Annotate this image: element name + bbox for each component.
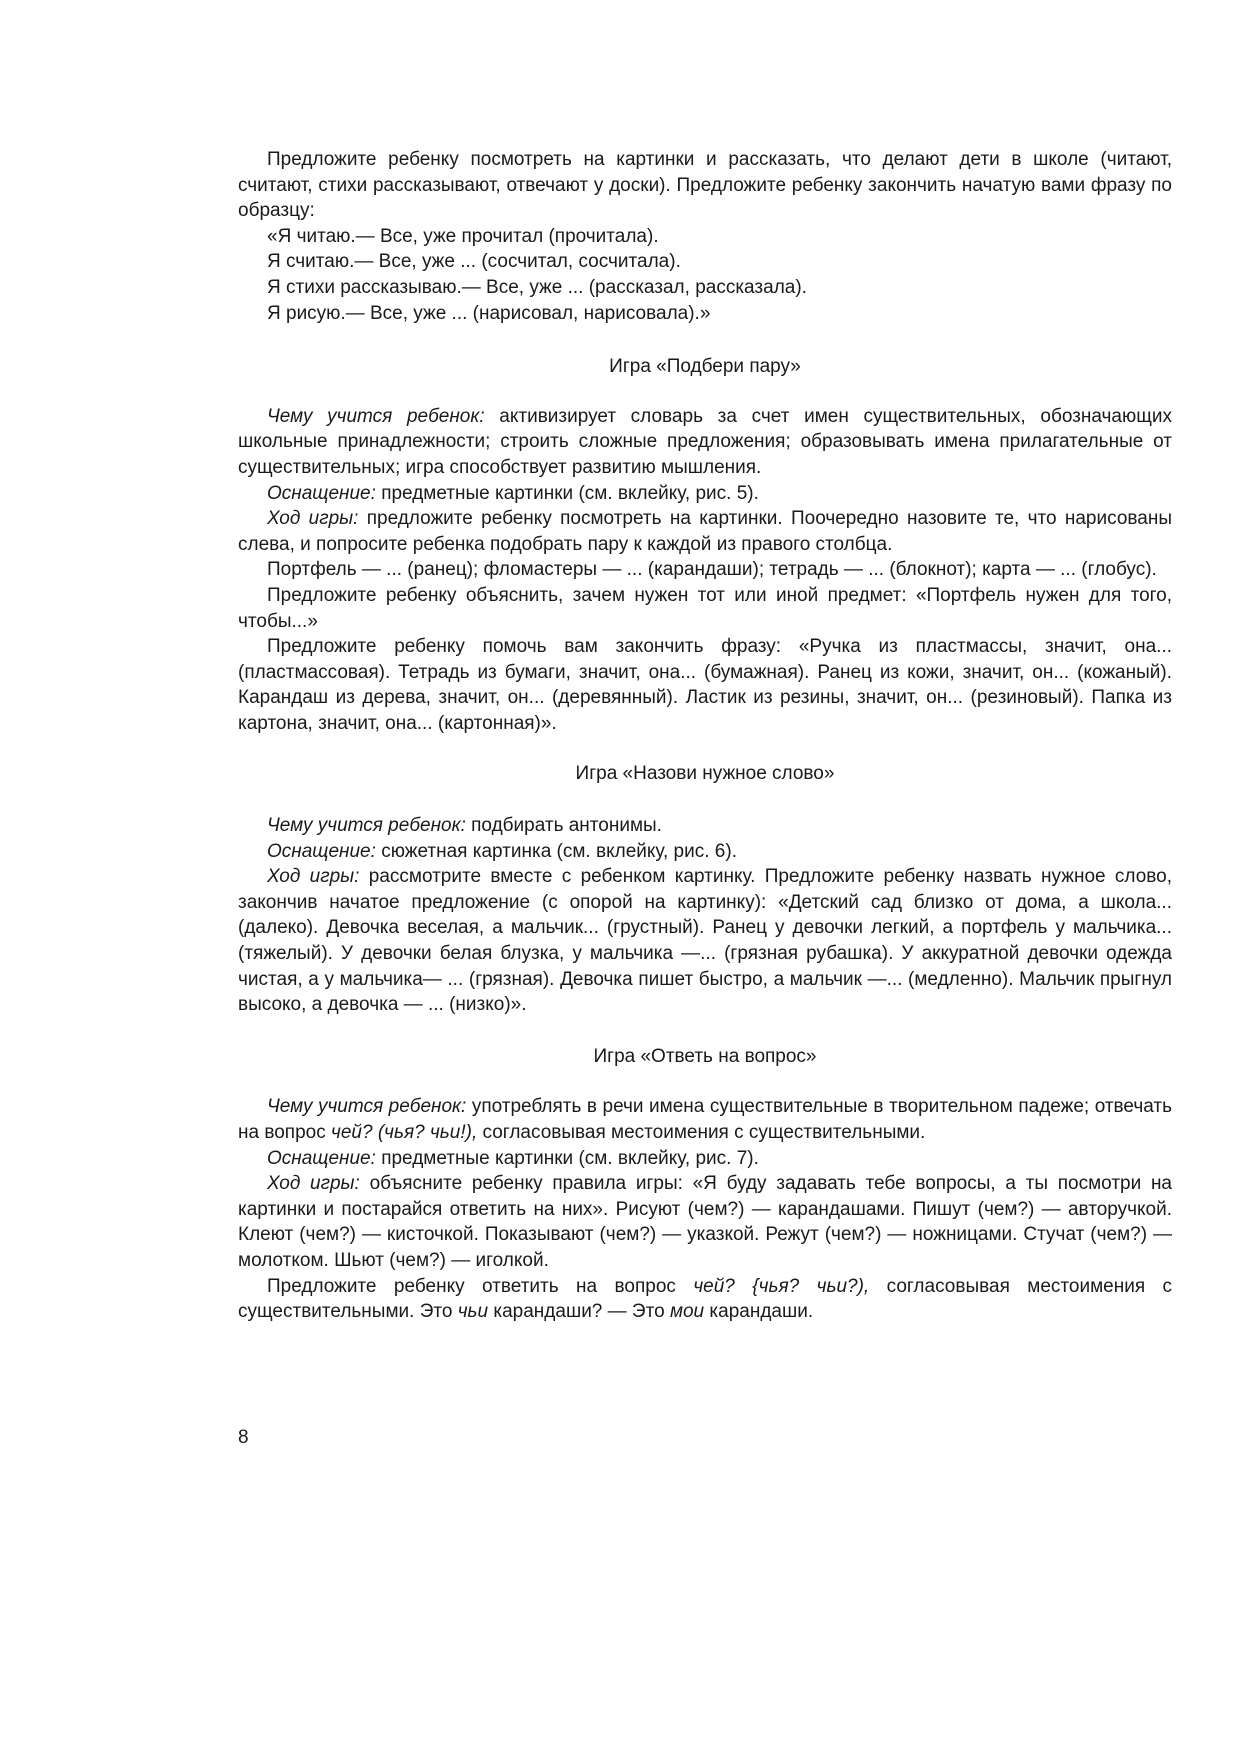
- final-text-3: карандаши? — Это: [493, 1301, 665, 1323]
- page-content: [238, 147, 1172, 1325]
- game3-course: [238, 1171, 1172, 1273]
- course-label: Ход игры:: [267, 1173, 360, 1195]
- learns-label: Чему учится ребенок:: [267, 815, 466, 837]
- learns-text: подбирать антонимы.: [471, 815, 662, 837]
- game1-course: [238, 506, 1172, 557]
- game1-explain: Предложите ребенку объяснить, зачем нужен тот или иной предмет: «Портфель нужен для того, чтобы...»: [238, 584, 1172, 632]
- learns-label: Чему учится ребенок:: [267, 1096, 467, 1118]
- course-label: Ход игры:: [267, 866, 360, 888]
- intro-paragraph: Предложите ребенку посмотреть на картинки и рассказать, что делают дети в школе (читают, считают, стихи рассказывают, отвечают у доски). Предложите ребенку закончить начатую вами фразу по образцу:: [238, 149, 1172, 222]
- course-text: объясните ребенку правила игры: «Я буду задавать тебе вопросы, а ты посмотри на картинки и постарайся ответить на них». Рисуют (чем?) — карандашами. Пишут (чем?) — авторучкой. Клеют (чем?) — кисточкой. Показывают (чем?) — указкой. Режут (чем?) — ножницами. Стучат (чем?) — молотком. Шьют (чем?) — иголкой.: [238, 1173, 1173, 1271]
- game3-title: Игра «Ответь на вопрос»: [593, 1045, 817, 1067]
- game1-finish: Предложите ребенку помочь вам закончить фразу: «Ручка из пластмассы, значит, она... (пластмассовая). Тетрадь из бумаги, значит, она... (бумажная). Ранец из кожи, значит, он... (кожаный). Карандаш из дерева, значит, он... (деревянный). Ластик из резины, значит, он... (резиновый). Папка из картона, значит, она... (картонная)».: [238, 636, 1172, 734]
- page-number: 8: [238, 1427, 249, 1448]
- example-line: Я рисую.— Все, уже ... (нарисовал, нарисовала).»: [267, 302, 711, 324]
- learns-question: чей? (чья? чьи!),: [331, 1122, 478, 1143]
- game1-title: Игра «Подбери пару»: [609, 356, 801, 378]
- learns-label: Чему учится ребенок:: [267, 405, 485, 427]
- equipment-text: предметные картинки (см. вклейку, рис. 7).: [381, 1147, 759, 1169]
- equipment-label: Оснащение:: [267, 482, 376, 504]
- game3-final: [238, 1274, 1172, 1325]
- learns-text: употреблять в речи имена существительные в творительном падеже; отвечать на вопрос: [238, 1096, 1173, 1143]
- game1-equipment: [238, 481, 1172, 507]
- game2-title: Игра «Назови нужное слово»: [575, 763, 835, 785]
- game2-learns: [238, 813, 1172, 839]
- example-line: Я считаю.— Все, уже ... (сосчитал, сосчитала).: [267, 251, 681, 273]
- course-text: предложите ребенку посмотреть на картинки. Поочередно назовите те, что нарисованы слева, и попросите ребенка подобрать пару к каждой из правого столбца.: [238, 508, 1172, 555]
- course-text: рассмотрите вместе с ребенком картинку. Предложите ребенку назвать нужное слово, закончив начатое предложение (с опорой на картинку): «Детский сад близко от дома, а школа... (далеко). Девочка веселая, а мальчик... (грустный). Ранец у девочки легкий, а портфель у мальчика... (тяжелый). У девочки белая блузка, у мальчика —... (грязная рубашка). У аккуратной девочки одежда чистая, а у мальчика— ... (грязная). Девочка пишет быстро, а мальчик —... (медленно). Мальчик прыгнул высоко, а девочка — ... (низко)».: [238, 866, 1172, 1016]
- learns-text: активизирует словарь за счет имен существительных, обозначающих школьные принадлежности; строить сложные предложения; образовывать имена прилагательные от существительных; игра способствует развитию мышления.: [238, 405, 1172, 478]
- final-text-1: Предложите ребенку ответить на вопрос: [267, 1275, 676, 1297]
- game1-learns: [238, 404, 1172, 481]
- course-label: Ход игры:: [267, 508, 359, 530]
- game2-equipment: [238, 839, 1172, 865]
- final-question: чей? {чья? чьи?),: [693, 1275, 870, 1297]
- game3-learns: [238, 1094, 1172, 1145]
- equipment-label: Оснащение:: [267, 1147, 376, 1169]
- final-text-2: согласовывая местоимения с существительными. Это: [238, 1275, 1173, 1323]
- equipment-text: предметные картинки (см. вклейку, рис. 5).: [381, 482, 759, 504]
- game2-course: [238, 864, 1172, 1018]
- game1-pairs: Портфель — ... (ранец); фломастеры — ... (карандаши); тетрадь — ... (блокнот); карта — ... (глобус).: [267, 559, 1157, 581]
- equipment-text: сюжетная картинка (см. вклейку, рис. 6).: [381, 840, 737, 862]
- game3-equipment: [238, 1146, 1172, 1172]
- final-text-4: карандаши.: [709, 1301, 814, 1323]
- example-line: Я стихи рассказываю.— Все, уже ... (рассказал, рассказала).: [267, 276, 807, 298]
- example-line: «Я читаю.— Все, уже прочитал (прочитала).: [267, 225, 659, 247]
- final-word-whose: чьи: [457, 1301, 489, 1323]
- final-word-mine: мои: [669, 1301, 705, 1323]
- learns-text-2: согласовывая местоимения с существительными.: [482, 1122, 926, 1143]
- equipment-label: Оснащение:: [267, 840, 376, 862]
